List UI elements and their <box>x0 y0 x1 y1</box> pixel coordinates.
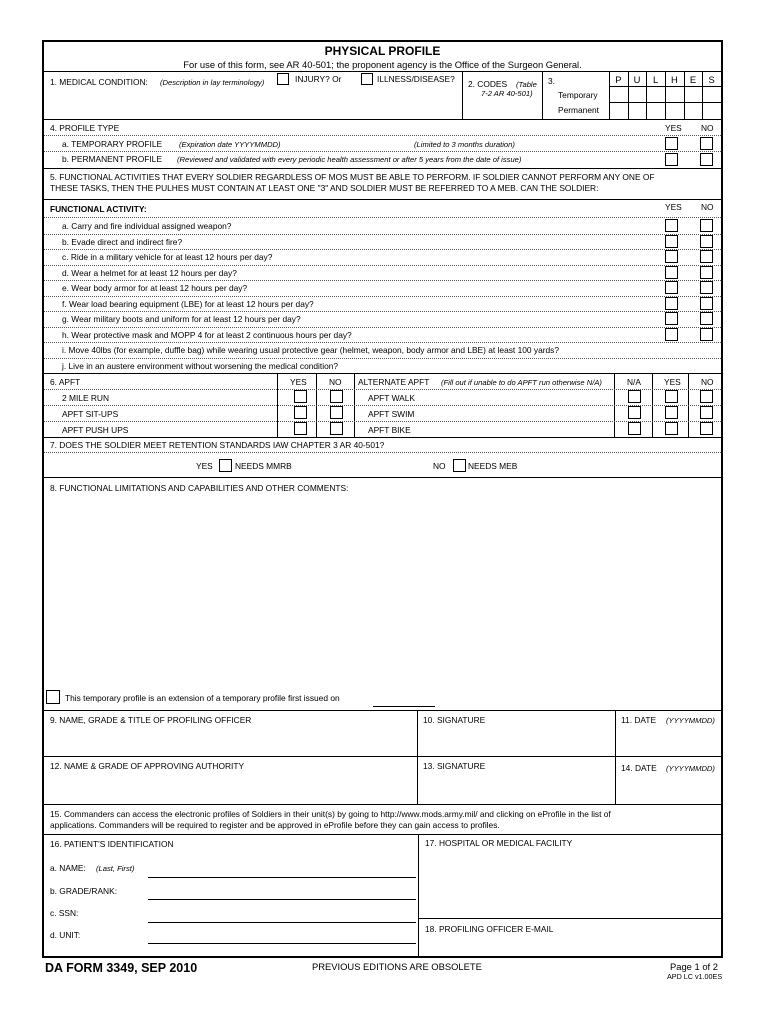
commanders-note-line-1: 15. Commanders can access the electronic profiles of Soldiers in their unit(s) by going to http://www.mods.army.mil/ and clicking on eProfile in the list of <box>50 809 611 819</box>
patient-name-label: a. NAME: <box>50 863 86 873</box>
activity-yes-checkbox[interactable] <box>665 312 678 325</box>
approving-authority-label: 12. NAME & GRADE OF APPROVING AUTHORITY <box>50 761 245 771</box>
profile-no-header: NO <box>701 123 714 133</box>
version-label: APD LC v1.00ES <box>667 972 723 981</box>
activity-no-checkbox[interactable] <box>700 250 713 263</box>
form-subtitle: For use of this form, see AR 40-501; the proponent agency is the Office of the Surgeon General. <box>183 59 582 70</box>
pulhes-permanent-l-field[interactable] <box>648 103 663 116</box>
temporary-profile-yes-checkbox[interactable] <box>665 137 678 150</box>
functional-activity-item: j. Live in an austere environment without worsening the medical condition? <box>62 360 339 371</box>
patient-unit-label: d. UNIT: <box>50 930 81 940</box>
alt-event-na-checkbox[interactable] <box>628 406 641 419</box>
form-number: DA FORM 3349, SEP 2010 <box>45 961 198 975</box>
functional-activity-item: e. Wear body armor for at least 12 hours per day? <box>62 283 248 293</box>
patient-identification-label: 16. PATIENT'S IDENTIFICATION <box>50 839 174 849</box>
permanent-profile-yes-checkbox[interactable] <box>665 153 678 166</box>
pulhes-permanent-u-field[interactable] <box>630 103 645 116</box>
temporary-profile-no-checkbox[interactable] <box>700 137 713 150</box>
apft-event-no-checkbox[interactable] <box>330 422 343 435</box>
pulhes-temporary-p-field[interactable] <box>611 87 626 100</box>
apft-yes-header: YES <box>290 377 307 387</box>
alt-event-no-checkbox[interactable] <box>700 406 713 419</box>
date-14-hint: (YYYYMMDD) <box>666 764 715 773</box>
illness-label: ILLNESS/DISEASE? <box>377 74 455 84</box>
pulhes-temporary-e-field[interactable] <box>686 87 701 100</box>
alternate-apft-event-label: APFT WALK <box>368 393 416 403</box>
apft-event-yes-checkbox[interactable] <box>294 406 307 419</box>
obsolete-note: PREVIOUS EDITIONS ARE OBSOLETE <box>312 961 482 972</box>
activity-no-checkbox[interactable] <box>700 328 713 341</box>
alt-event-yes-checkbox[interactable] <box>665 406 678 419</box>
commanders-note-line-2: applications. Commanders will be required to register and be approved in eProfile before they can gain access to profiles. <box>50 820 500 830</box>
pulhes-temporary-u-field[interactable] <box>630 87 645 100</box>
pulhes-temporary-h-field[interactable] <box>667 87 682 100</box>
alt-event-no-checkbox[interactable] <box>700 390 713 403</box>
activity-yes-checkbox[interactable] <box>665 297 678 310</box>
permanent-label: Permanent <box>558 105 599 115</box>
pulhes-permanent-s-field[interactable] <box>704 103 719 116</box>
pulhes-permanent-p-field[interactable] <box>611 103 626 116</box>
first-issued-date-field[interactable] <box>373 706 435 707</box>
activity-no-checkbox[interactable] <box>700 297 713 310</box>
apft-event-yes-checkbox[interactable] <box>294 422 307 435</box>
date-14-label: 14. DATE <box>621 763 657 773</box>
extension-checkbox[interactable] <box>46 690 60 704</box>
patient-ssn-label: c. SSN: <box>50 908 79 918</box>
alternate-apft-label: ALTERNATE APFT <box>358 377 430 387</box>
signature-13-label: 13. SIGNATURE <box>423 761 486 771</box>
temporary-profile-label: a. TEMPORARY PROFILE <box>62 139 163 149</box>
pulhes-letter-l: L <box>653 74 659 85</box>
page-number: Page 1 of 2 <box>670 961 718 972</box>
patient-ssn-field[interactable] <box>148 922 416 923</box>
apft-event-no-checkbox[interactable] <box>330 390 343 403</box>
temporary-label: Temporary <box>558 90 598 100</box>
alt-yes-header: YES <box>664 377 681 387</box>
apft-event-yes-checkbox[interactable] <box>294 390 307 403</box>
medical-condition-hint: (Description in lay terminology) <box>160 78 265 87</box>
permanent-profile-label: b. PERMANENT PROFILE <box>62 154 162 164</box>
patient-name-hint: (Last, First) <box>96 864 135 873</box>
alternate-apft-event-label: APFT BIKE <box>368 425 411 435</box>
alt-event-no-checkbox[interactable] <box>700 422 713 435</box>
patient-grade-field[interactable] <box>148 899 416 900</box>
pulhes-permanent-h-field[interactable] <box>667 103 682 116</box>
apft-event-label: APFT PUSH UPS <box>62 425 129 435</box>
alt-no-header: NO <box>701 377 714 387</box>
functional-activity-item: i. Move 40lbs (for example, duffle bag) while wearing usual protective gear (helmet, weapon, body armor and LBE) at least 100 yards? <box>62 345 560 355</box>
date-11-hint: (YYYYMMDD) <box>666 716 715 725</box>
patient-grade-label: b. GRADE/RANK: <box>50 886 118 896</box>
alt-event-yes-checkbox[interactable] <box>665 422 678 435</box>
functional-activity-item: f. Wear load bearing equipment (LBE) for at least 12 hours per day? <box>62 298 314 309</box>
extension-label: This temporary profile is an extension of a temporary profile first issued on <box>65 693 340 703</box>
alt-na-header: N/A <box>627 377 641 387</box>
activity-yes-checkbox[interactable] <box>665 235 678 248</box>
profile-type-label: 4. PROFILE TYPE <box>50 123 120 133</box>
functional-activity-item: a. Carry and fire individual assigned weapon? <box>62 221 232 231</box>
profiling-officer-label: 9. NAME, GRADE & TITLE OF PROFILING OFFICER <box>50 715 252 725</box>
pulhes-letter-h: H <box>670 74 678 85</box>
apft-event-label: APFT SIT-UPS <box>62 409 119 419</box>
date-11-label: 11. DATE <box>621 715 657 725</box>
pulhes-permanent-e-field[interactable] <box>686 103 701 116</box>
functional-activity-item: d. Wear a helmet for at least 12 hours per day? <box>62 267 237 278</box>
functional-limitations-label: 8. FUNCTIONAL LIMITATIONS AND CAPABILITIES AND OTHER COMMENTS: <box>50 483 349 493</box>
temporary-profile-limit: (Limited to 3 months duration) <box>414 140 515 149</box>
physical-profile-form <box>42 40 723 958</box>
pulhes-letter-s: S <box>708 74 715 85</box>
alt-event-yes-checkbox[interactable] <box>665 390 678 403</box>
form-title: PHYSICAL PROFILE <box>324 44 441 58</box>
activity-no-checkbox[interactable] <box>700 235 713 248</box>
retention-yes-checkbox[interactable] <box>219 459 232 472</box>
apft-event-no-checkbox[interactable] <box>330 406 343 419</box>
alt-event-na-checkbox[interactable] <box>628 422 641 435</box>
medical-condition-label: 1. MEDICAL CONDITION: <box>50 77 148 87</box>
profile-yes-header: YES <box>665 123 682 133</box>
functional-activity-item: h. Wear protective mask and MOPP 4 for at least 2 continuous hours per day? <box>62 329 352 340</box>
activity-no-checkbox[interactable] <box>700 312 713 325</box>
temporary-profile-hint: (Expiration date YYYYMMDD) <box>179 140 281 149</box>
alternate-apft-event-label: APFT SWIM <box>368 409 415 419</box>
signature-10-label: 10. SIGNATURE <box>423 715 486 725</box>
functional-yes-header: YES <box>665 202 682 212</box>
permanent-profile-no-checkbox[interactable] <box>700 153 713 166</box>
functional-activity-item: b. Evade direct and indirect fire? <box>62 236 183 247</box>
codes-hint-1: (Table <box>516 80 537 89</box>
permanent-profile-hint: (Reviewed and validated with every periodic health assessment or after 5 years from the date of issue) <box>177 155 522 164</box>
functional-activity-item: c. Ride in a military vehicle for at least 12 hours per day? <box>62 252 273 262</box>
pulhes-letter-e: E <box>689 74 697 85</box>
activity-yes-checkbox[interactable] <box>665 250 678 263</box>
injury-checkbox[interactable] <box>277 73 289 85</box>
injury-label: INJURY? Or <box>295 74 342 84</box>
apft-event-label: 2 MILE RUN <box>62 393 110 403</box>
illness-checkbox[interactable] <box>361 73 373 85</box>
functional-activity-item: g. Wear military boots and uniform for at least 12 hours per day? <box>62 314 301 324</box>
section-3-label: 3. <box>548 76 555 86</box>
divider <box>44 71 721 72</box>
retention-no-checkbox[interactable] <box>453 459 466 472</box>
alternate-apft-hint: (Fill out if unable to do APFT run otherwise N/A) <box>441 378 602 387</box>
pulhes-temporary-s-field[interactable] <box>704 87 719 100</box>
functional-intro-line-2: THESE TASKS, THEN THE PULHES MUST CONTAIN AT LEAST ONE "3" AND SOLDIER MUST BE REFERRED TO A MEB. CAN THE SOLDIER: <box>50 183 599 193</box>
functional-limitations-field[interactable] <box>46 496 719 686</box>
activity-yes-checkbox[interactable] <box>665 281 678 294</box>
retention-no-label: NO <box>433 461 446 471</box>
functional-no-header: NO <box>701 202 714 212</box>
retention-yes-label: YES <box>196 461 213 471</box>
activity-yes-checkbox[interactable] <box>665 219 678 232</box>
apft-no-header: NO <box>329 377 342 387</box>
apft-label: 6. APFT <box>50 377 81 387</box>
needs-meb-label: NEEDS MEB <box>468 461 518 471</box>
retention-question: 7. DOES THE SOLDIER MEET RETENTION STANDARDS IAW CHAPTER 3 AR 40-501? <box>50 440 385 450</box>
activity-yes-checkbox[interactable] <box>665 328 678 341</box>
codes-hint-2: 7-2 AR 40-501) <box>481 89 533 98</box>
pulhes-letter-p: P <box>615 74 622 85</box>
hospital-label: 17. HOSPITAL OR MEDICAL FACILITY <box>425 838 573 848</box>
codes-label: 2. CODES <box>468 79 508 89</box>
patient-name-field[interactable] <box>148 877 416 878</box>
pulhes-letter-u: U <box>633 74 641 85</box>
patient-unit-field[interactable] <box>148 943 416 944</box>
needs-mmrb-label: NEEDS MMRB <box>235 461 292 471</box>
officer-email-label: 18. PROFILING OFFICER E-MAIL <box>425 924 554 934</box>
activity-no-checkbox[interactable] <box>700 281 713 294</box>
activity-yes-checkbox[interactable] <box>665 266 678 279</box>
pulhes-temporary-l-field[interactable] <box>648 87 663 100</box>
activity-no-checkbox[interactable] <box>700 266 713 279</box>
functional-activity-header: FUNCTIONAL ACTIVITY: <box>50 204 147 214</box>
functional-intro-line-1: 5. FUNCTIONAL ACTIVITIES THAT EVERY SOLDIER REGARDLESS OF MOS MUST BE ABLE TO PERFORM. IF SOLDIER CANNOT PERFORM ANY ONE OF <box>50 172 655 182</box>
alt-event-na-checkbox[interactable] <box>628 390 641 403</box>
activity-no-checkbox[interactable] <box>700 219 713 232</box>
